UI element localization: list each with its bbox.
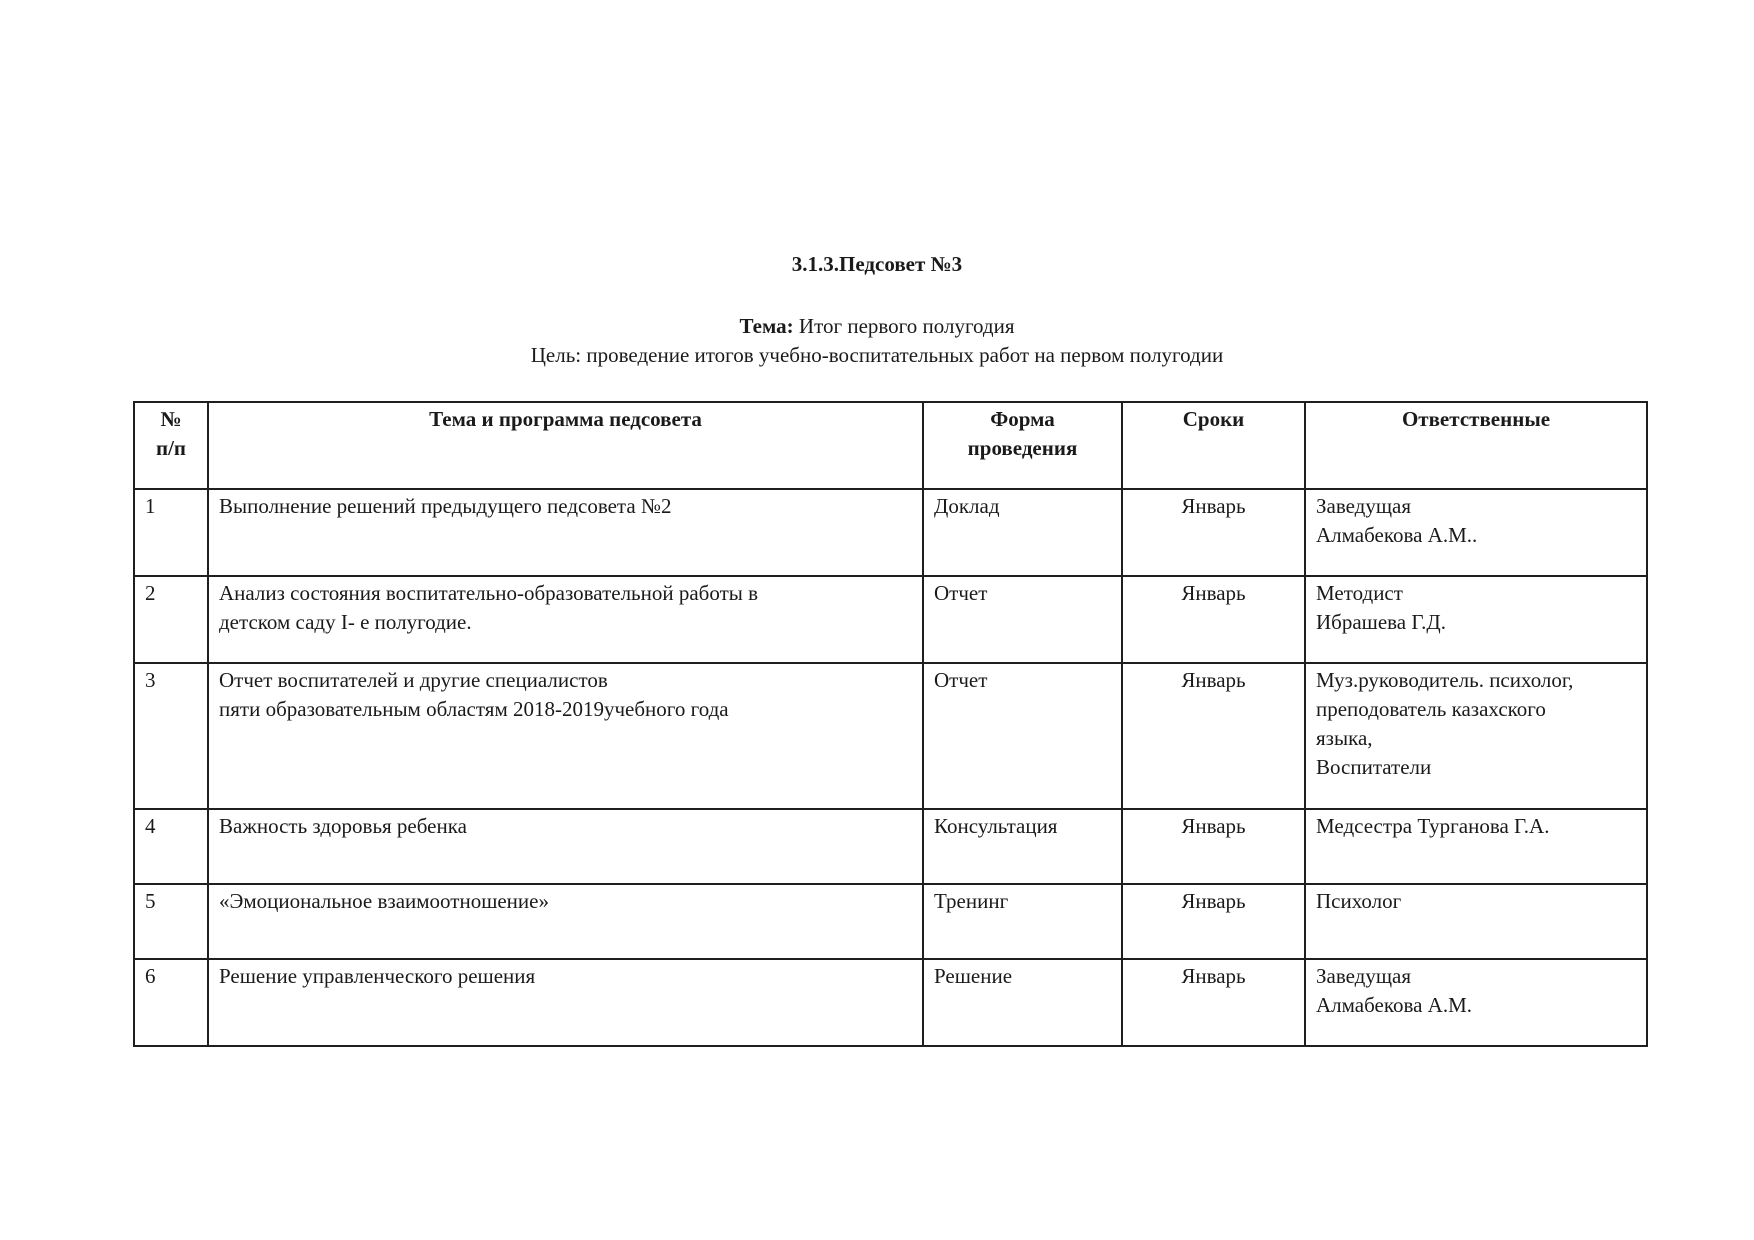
row-topic: Отчет воспитателей и другие специалистов пяти образовательным областям 2018-2019учебного года (208, 663, 923, 809)
council-plan-table (133, 401, 1648, 1047)
table-row (134, 576, 1647, 663)
theme-text: Итог первого полугодия (798, 314, 1015, 338)
goal-label: Цель: (530, 343, 582, 367)
header-number: № п/п (134, 402, 208, 489)
row-number: 5 (134, 884, 208, 959)
row-term: Январь (1122, 809, 1305, 884)
row-responsible: Заведущая Алмабекова А.М. (1305, 959, 1647, 1046)
theme-line (0, 314, 1754, 339)
table-header-row (134, 402, 1647, 489)
row-responsible: Психолог (1305, 884, 1647, 959)
row-term: Январь (1122, 663, 1305, 809)
row-form: Доклад (923, 489, 1122, 576)
row-responsible: Муз.руководитель. психолог, преподователь казахского языка, Воспитатели (1305, 663, 1647, 809)
document-title: 3.1.3.Педсовет №3 (791, 252, 963, 276)
row-number: 3 (134, 663, 208, 809)
header-topic: Тема и программа педсовета (208, 402, 923, 489)
row-term: Январь (1122, 959, 1305, 1046)
row-term: Январь (1122, 884, 1305, 959)
row-form: Тренинг (923, 884, 1122, 959)
header-responsible: Ответственные (1305, 402, 1647, 489)
row-topic: Анализ состояния воспитательно-образовательной работы в детском саду I- е полугодие. (208, 576, 923, 663)
row-topic: Важность здоровья ребенка (208, 809, 923, 884)
row-form: Решение (923, 959, 1122, 1046)
table-row (134, 809, 1647, 884)
table-row (134, 884, 1647, 959)
row-responsible: Заведущая Алмабекова А.М.. (1305, 489, 1647, 576)
row-topic: Выполнение решений предыдущего педсовета №2 (208, 489, 923, 576)
row-form: Отчет (923, 576, 1122, 663)
row-responsible: Методист Ибрашева Г.Д. (1305, 576, 1647, 663)
table-row (134, 959, 1647, 1046)
theme-label: Тема: (739, 314, 794, 338)
row-term: Январь (1122, 576, 1305, 663)
table-row (134, 663, 1647, 809)
goal-line (0, 343, 1754, 368)
table-row (134, 489, 1647, 576)
row-topic: «Эмоциональное взаимоотношение» (208, 884, 923, 959)
row-number: 1 (134, 489, 208, 576)
row-responsible: Медсестра Турганова Г.А. (1305, 809, 1647, 884)
row-term: Январь (1122, 489, 1305, 576)
header-term: Сроки (1122, 402, 1305, 489)
row-number: 2 (134, 576, 208, 663)
row-form: Отчет (923, 663, 1122, 809)
row-form: Консультация (923, 809, 1122, 884)
header-form: Форма проведения (923, 402, 1122, 489)
row-number: 6 (134, 959, 208, 1046)
row-topic: Решение управленческого решения (208, 959, 923, 1046)
row-number: 4 (134, 809, 208, 884)
goal-text: проведение итогов учебно-воспитательных работ на первом полугодии (586, 343, 1224, 367)
